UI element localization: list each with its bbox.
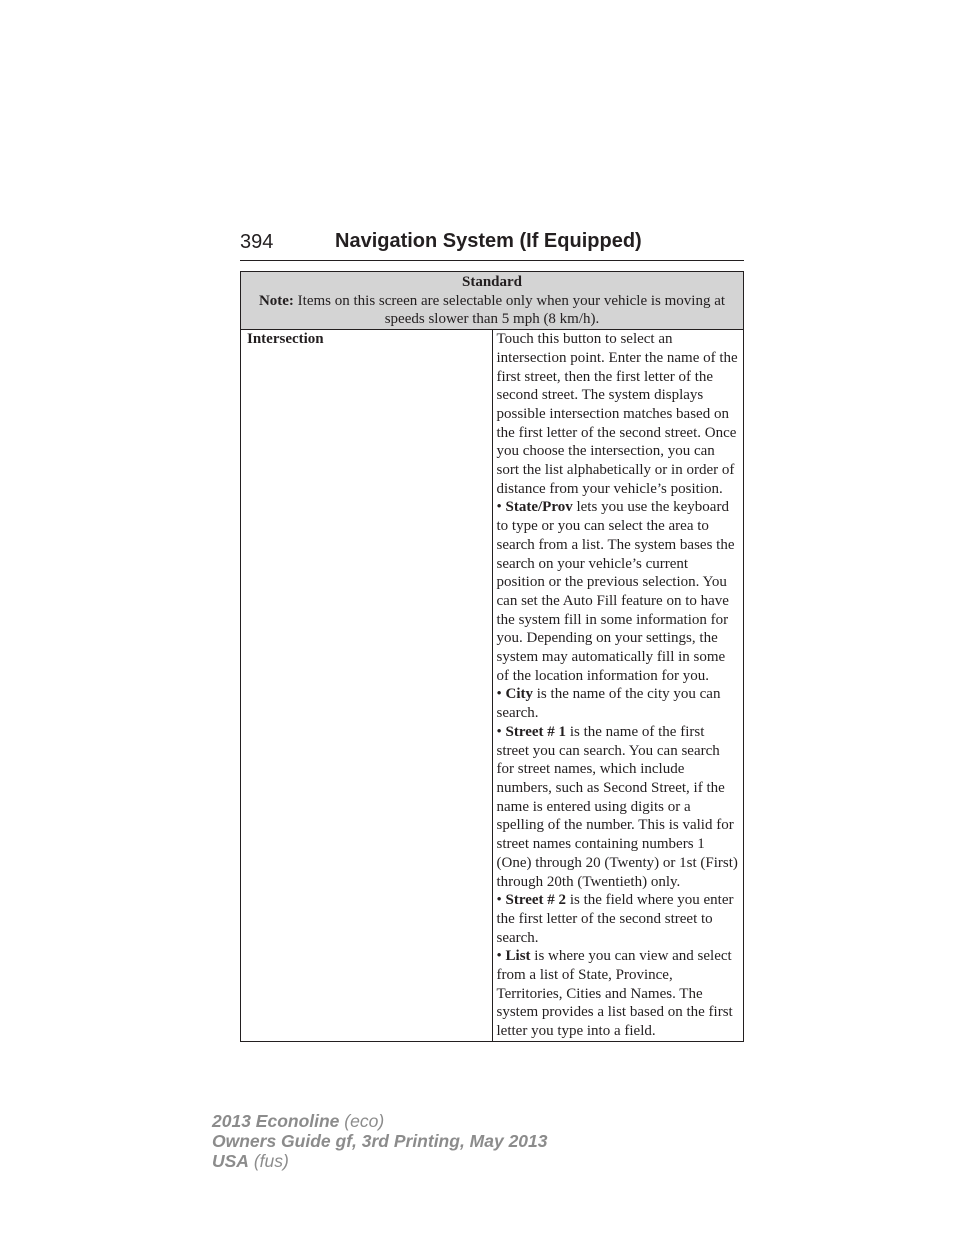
page-header xyxy=(240,226,744,261)
table-row xyxy=(241,330,744,1042)
footer-region-line xyxy=(212,1151,548,1171)
bullet-text: is where you can view and select from a list of State, Province, Territories, Cities and Names. The system provides a list based on the first letter you type into a field. xyxy=(496,948,733,1040)
note-label: Note: xyxy=(258,292,294,309)
bullet-city xyxy=(497,685,740,722)
bullet-text: lets you use the keyboard to type or you can select the area to search from a list. The system bases the search on your vehicle’s current position or the previous selection. You can set the Auto Fill feature on to have the system fill in some information for you. Depending on your settings, the system may automatically fill in some of the location information for you. xyxy=(496,499,735,684)
footer-region-code: (fus) xyxy=(253,1151,289,1171)
intro-paragraph: Touch this button to select an intersection point. Enter the name of the first street, then the first letter of the second street. The system displays possible intersection matches based on the first letter of the second street. Once you choose the intersection, you can sort the list alphabetically or in order of distance from your vehicle’s position. xyxy=(496,331,738,497)
table-heading-row xyxy=(241,272,744,330)
bullet-term: Street # 1 xyxy=(505,723,567,740)
section-title: Navigation System (If Equipped) xyxy=(335,230,642,252)
footer-model-code: (eco) xyxy=(344,1111,385,1131)
page-footer xyxy=(212,1111,548,1171)
bullet-text: is the name of the city you can search. xyxy=(496,686,721,722)
page-number: 394 xyxy=(240,231,274,253)
footer-guide: Owners Guide gf, 3rd Printing, May 2013 xyxy=(212,1131,548,1151)
bullet-term: Street # 2 xyxy=(505,892,567,909)
note-text: Items on this screen are selectable only when your vehicle is moving at speeds slower than 5 mph (8 km/h). xyxy=(297,292,726,328)
bullet-mark: • xyxy=(496,948,502,965)
bullet-mark: • xyxy=(496,686,502,703)
bullet-mark: • xyxy=(496,723,502,740)
footer-model-line xyxy=(212,1111,548,1131)
feature-table xyxy=(240,271,744,1042)
bullet-mark: • xyxy=(496,892,502,909)
bullet-term: State/Prov xyxy=(505,499,573,516)
bullet-text: is the field where you enter the first letter of the second street to search. xyxy=(496,892,734,946)
bullet-term: List xyxy=(505,948,531,965)
footer-model: 2013 Econoline xyxy=(212,1111,340,1131)
bullet-term: City xyxy=(505,686,534,703)
bullet-text: is the name of the first street you can search. You can search for street names, which include numbers, such as Second Street, if the name is entered using digits or a spelling of the number. This is valid for street names containing numbers 1 (One) through 20 (Twenty) or 1st (First) through 20th (Twentieth) only. xyxy=(496,723,738,890)
footer-region: USA xyxy=(212,1151,249,1171)
bullet-street-2 xyxy=(497,891,740,947)
table-note xyxy=(249,292,735,329)
bullet-mark: • xyxy=(496,499,502,516)
table-heading: Standard xyxy=(461,274,523,290)
row-label: Intersection xyxy=(241,330,493,1042)
bullet-street-1 xyxy=(497,723,740,891)
row-description xyxy=(492,330,744,1042)
table-heading-cell xyxy=(241,272,744,330)
bullet-list xyxy=(497,947,740,1041)
bullet-state-prov xyxy=(497,498,740,685)
